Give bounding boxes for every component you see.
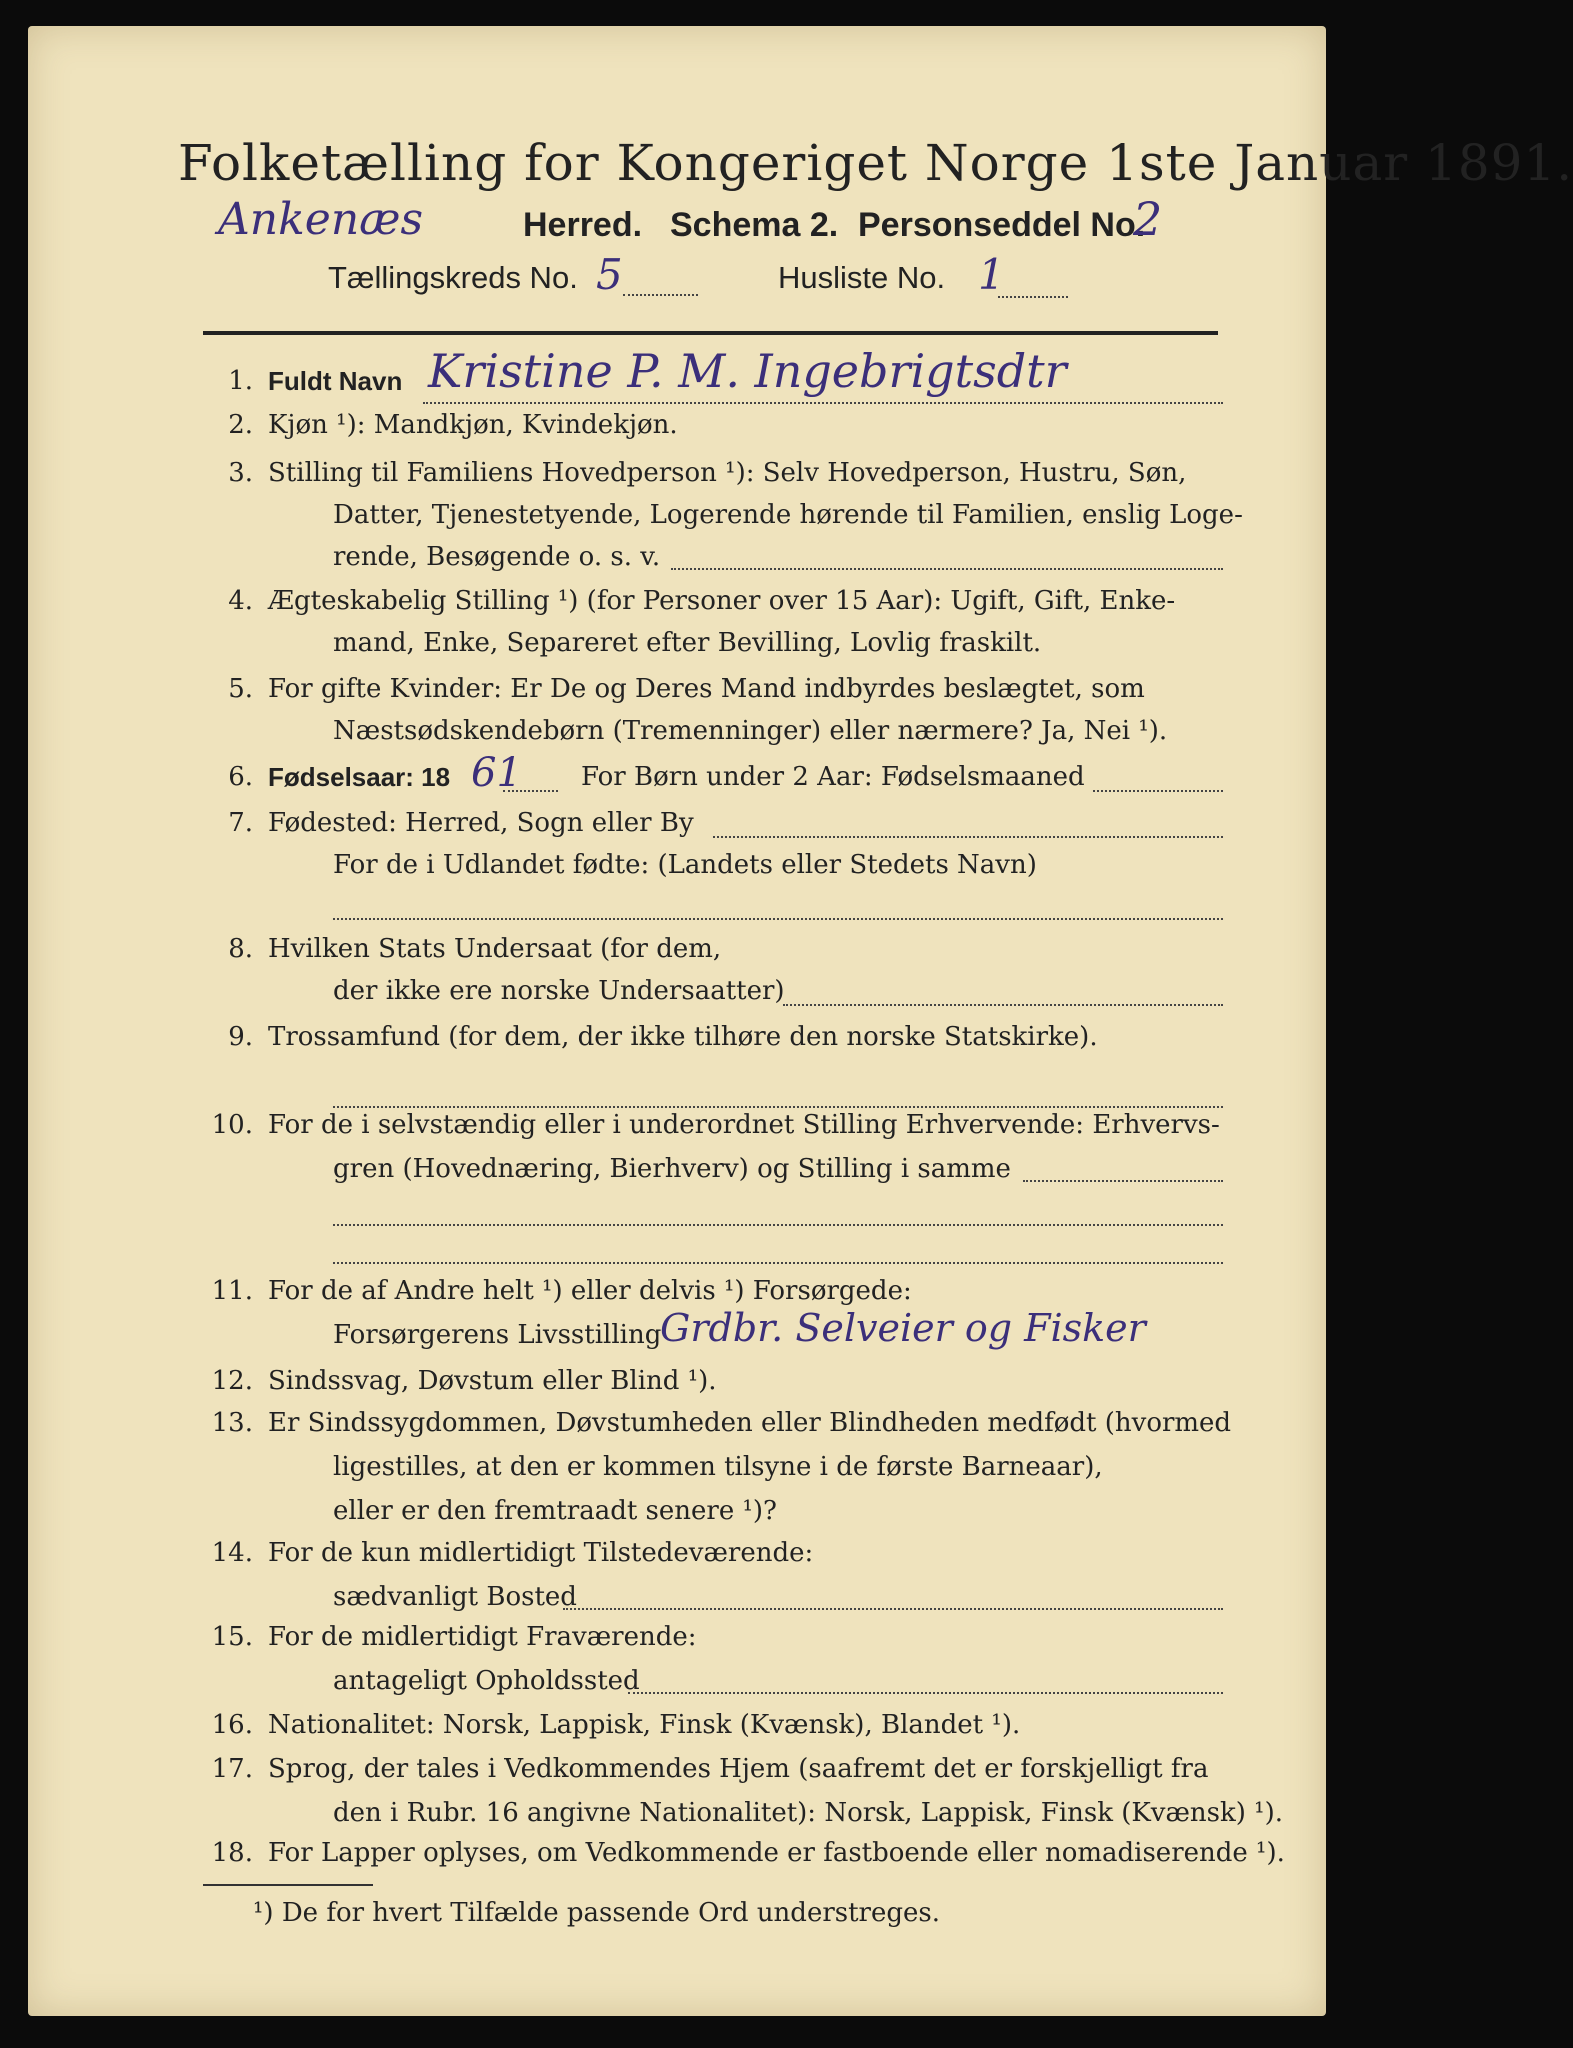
row-3-number: 3. xyxy=(228,458,253,488)
form-title: Folketælling for Kongeriget Norge 1ste Januar 1891. xyxy=(178,134,1573,192)
row-8-dots xyxy=(783,1004,1223,1006)
row-2-sex xyxy=(203,410,1223,446)
row-1-name-value: Kristine P. M. Ingebrigtsdtr xyxy=(428,344,1067,398)
row-8-line-1: Hvilken Stats Undersaat (for dem, xyxy=(268,934,722,964)
row-3-dots xyxy=(671,568,1223,570)
row-7-line-1: Fødested: Herred, Sogn eller By xyxy=(268,808,694,838)
row-10-dots-3 xyxy=(333,1262,1223,1264)
row-9-religion xyxy=(203,1022,1223,1112)
row-15-line-2: antageligt Opholdssted xyxy=(333,1666,640,1696)
row-17-language xyxy=(203,1754,1284,1834)
row-8-citizenship xyxy=(203,934,1223,1014)
header-rule xyxy=(203,331,1218,335)
row-14-dots xyxy=(563,1608,1223,1610)
row-5-line-1: For gifte Kvinder: Er De og Deres Mand indbyrdes beslægtet, som xyxy=(268,674,1145,704)
row-3-line-2: Datter, Tjenestetyende, Logerende hørende til Familien, enslig Loge- xyxy=(333,500,1243,530)
row-6-year-dots xyxy=(503,790,558,792)
row-1-dots xyxy=(423,402,1223,404)
footnote-rule xyxy=(203,1884,373,1886)
row-14-number: 14. xyxy=(211,1538,253,1568)
row-10-dots-2 xyxy=(333,1224,1223,1226)
row-11-line-2: Forsørgerens Livsstilling xyxy=(333,1320,662,1350)
row-15-line-1: For de midlertidigt Fraværende: xyxy=(268,1622,697,1652)
row-7-birthplace xyxy=(203,802,1223,922)
row-7-number: 7. xyxy=(228,808,253,838)
row-16-nationality xyxy=(203,1710,1223,1746)
row-7-line-2: For de i Udlandet fødte: (Landets eller Stedets Navn) xyxy=(333,850,1037,880)
row-6-number: 6. xyxy=(228,762,253,792)
row-10-line-1: For de i selvstændig eller i underordnet Stilling Erhvervende: Erhvervs- xyxy=(268,1110,1220,1140)
row-10-line-2: gren (Hovednæring, Bierhverv) og Stilling i samme xyxy=(333,1154,1011,1184)
row-6-birth-year xyxy=(203,750,1223,802)
herred-value: Ankenæs xyxy=(218,194,424,245)
row-12-line-1: Sindssvag, Døvstum eller Blind ¹). xyxy=(268,1366,717,1396)
row-2-number: 2. xyxy=(228,410,253,440)
row-5-married-women xyxy=(203,674,1223,754)
row-13-line-3: eller er den fremtraadt senere ¹)? xyxy=(333,1496,777,1526)
tallingskreds-dots xyxy=(623,294,698,296)
row-13-congenital xyxy=(203,1408,1232,1538)
row-8-line-2: der ikke ere norske Undersaatter) xyxy=(333,976,785,1006)
row-6-label: Fødselsaar: 18 xyxy=(268,762,451,792)
row-4-number: 4. xyxy=(228,586,253,616)
row-17-number: 17. xyxy=(211,1754,253,1784)
row-17-line-1: Sprog, der tales i Vedkommendes Hjem (saafremt det er forskjelligt fra xyxy=(268,1754,1209,1784)
row-5-line-2: Næstsødskendebørn (Tremenninger) eller nærmere? Ja, Nei ¹). xyxy=(333,716,1168,746)
row-3-line-1: Stilling til Familiens Hovedperson ¹): Selv Hovedperson, Hustru, Søn, xyxy=(268,458,1187,488)
row-5-number: 5. xyxy=(228,674,253,704)
row-10-dots-1 xyxy=(1023,1180,1223,1182)
row-12-disability xyxy=(203,1366,1223,1402)
row-11-provider-value: Grdbr. Selveier og Fisker xyxy=(660,1306,1146,1350)
row-6-month-dots xyxy=(1093,790,1223,792)
row-7-dots-2 xyxy=(333,918,1223,920)
husliste-label: Husliste No. xyxy=(778,260,946,295)
header-line-kreds xyxy=(328,250,1128,304)
row-11-line-1: For de af Andre helt ¹) eller delvis ¹) Forsørgede: xyxy=(268,1276,912,1306)
row-14-line-2: sædvanligt Bosted xyxy=(333,1582,577,1612)
row-1-label: Fuldt Navn xyxy=(268,366,403,396)
row-3-line-3: rende, Besøgende o. s. v. xyxy=(333,542,661,572)
row-10-number: 10. xyxy=(211,1110,253,1140)
row-16-number: 16. xyxy=(211,1710,253,1740)
row-15-number: 15. xyxy=(211,1622,253,1652)
husliste-value: 1 xyxy=(978,250,1005,299)
row-2-text: Kjøn ¹): Mandkjøn, Kvindekjøn. xyxy=(268,410,678,440)
row-6-rest: For Børn under 2 Aar: Fødselsmaaned xyxy=(581,762,1085,792)
row-18-lapps xyxy=(203,1838,1285,1874)
tallingskreds-label: Tællingskreds No. xyxy=(328,260,578,295)
row-7-dots-1 xyxy=(713,836,1223,838)
row-13-number: 13. xyxy=(211,1408,253,1438)
row-11-number: 11. xyxy=(211,1276,253,1306)
row-15-dots xyxy=(628,1692,1223,1694)
row-14-line-1: For de kun midlertidigt Tilstedeværende: xyxy=(268,1538,814,1568)
row-10-occupation xyxy=(203,1110,1223,1270)
schema-label: Schema 2. xyxy=(670,206,839,244)
row-11-supported xyxy=(203,1276,1223,1366)
row-8-number: 8. xyxy=(228,934,253,964)
footnote: ¹) De for hvert Tilfælde passende Ord understreges. xyxy=(253,1898,941,1928)
row-4-line-1: Ægteskabelig Stilling ¹) (for Personer over 15 Aar): Ugift, Gift, Enke- xyxy=(268,586,1176,616)
row-3-family-position xyxy=(203,458,1243,578)
row-6-year-value: 61 xyxy=(471,750,522,796)
row-17-line-2: den i Rubr. 16 angivne Nationalitet): Norsk, Lappisk, Finsk (Kvænsk) ¹). xyxy=(333,1798,1284,1828)
row-16-line-1: Nationalitet: Norsk, Lappisk, Finsk (Kvænsk), Blandet ¹). xyxy=(268,1710,1021,1740)
row-1-number: 1. xyxy=(228,366,253,396)
herred-label: Herred. xyxy=(523,206,643,244)
row-14-temporary-present xyxy=(203,1538,1223,1618)
tallingskreds-value: 5 xyxy=(596,250,623,299)
row-13-line-2: ligestilles, at den er kommen tilsyne i de første Barneaar), xyxy=(333,1452,1103,1482)
row-13-line-1: Er Sindssygdommen, Døvstumheden eller Blindheden medfødt (hvormed xyxy=(268,1408,1232,1438)
row-1-full-name xyxy=(203,344,1223,404)
row-9-dots xyxy=(333,1106,1223,1108)
row-18-line-1: For Lapper oplyses, om Vedkommende er fastboende eller nomadiserende ¹). xyxy=(268,1838,1285,1868)
row-9-line-1: Trossamfund (for dem, der ikke tilhøre den norske Statskirke). xyxy=(268,1022,1098,1052)
personseddel-label: Personseddel No. xyxy=(858,206,1146,244)
row-9-number: 9. xyxy=(228,1022,253,1052)
row-18-number: 18. xyxy=(211,1838,253,1868)
row-4-line-2: mand, Enke, Separeret efter Bevilling, Lovlig fraskilt. xyxy=(333,628,1042,658)
row-15-temporary-absent xyxy=(203,1622,1223,1702)
husliste-dots xyxy=(998,296,1068,298)
personseddel-value: 2 xyxy=(1133,192,1163,246)
census-form-sheet xyxy=(28,26,1573,2016)
row-4-marital-status xyxy=(203,586,1223,666)
row-12-number: 12. xyxy=(211,1366,253,1396)
header-line-herred xyxy=(208,192,1238,258)
